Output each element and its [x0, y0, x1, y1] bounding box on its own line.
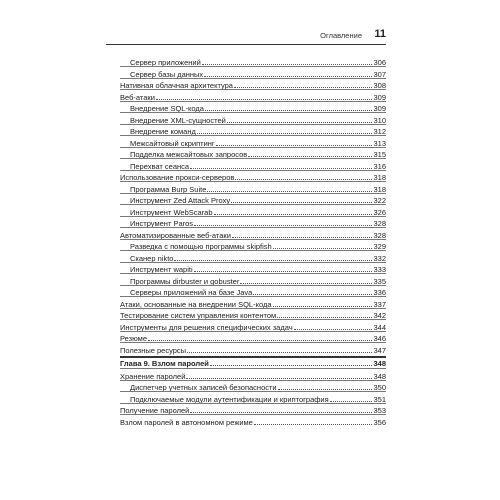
toc-dot-leader	[227, 115, 373, 123]
toc-entry-title: Перехват сеанса	[130, 161, 190, 171]
toc-entry-title: Подключаемые модули аутентификации и криптография	[130, 394, 329, 404]
toc-entry-title: Хранение паролей	[120, 371, 186, 381]
toc-entry-title: Получение паролей	[120, 406, 190, 415]
toc-dot-leader	[204, 69, 372, 77]
toc-entry-page: 353	[373, 406, 386, 415]
toc-dot-leader	[253, 287, 372, 295]
toc-dot-leader	[330, 394, 373, 402]
toc-entry-title: Глава 9. Взлом паролей	[120, 359, 209, 368]
toc-entry-title: Инструмент wapiti	[130, 265, 193, 274]
toc-entry-page: 348	[373, 359, 386, 368]
page-header	[106, 30, 386, 45]
toc-entry-page: 309	[373, 104, 386, 113]
toc-dot-leader	[248, 149, 372, 157]
toc-entry-page: 316	[373, 161, 386, 171]
toc-entry-page: 318	[373, 184, 386, 194]
toc-entry-page: 337	[373, 299, 386, 309]
toc-entry-title: Программа Burp Suite	[130, 184, 207, 194]
toc-entry-page: 333	[373, 265, 386, 274]
toc-dot-leader	[240, 276, 372, 284]
toc-dot-leader	[232, 230, 373, 238]
toc-entry-page: 335	[373, 276, 386, 286]
toc-dot-leader	[205, 103, 373, 111]
toc-entry-page: 328	[373, 219, 386, 228]
toc-entry-page: 351	[373, 394, 386, 404]
toc-dot-leader	[235, 172, 372, 180]
toc-entry-title: Тестирование систем управления контентом	[120, 311, 277, 320]
toc-dot-leader	[148, 333, 372, 341]
toc-entry-page: 306	[373, 58, 386, 67]
toc-entry-title: Автоматизированные веб-атаки	[120, 230, 231, 240]
toc-entry-title: Внедрение SQL-кода	[130, 104, 204, 113]
toc-dot-leader	[216, 138, 373, 146]
toc-entry-page: 312	[373, 127, 386, 136]
toc-entry-page: 307	[373, 69, 386, 79]
toc-entry-title: Инструмент WebScarab	[130, 207, 213, 217]
toc-entry-title: Подделка межсайтовых запросов	[130, 150, 248, 159]
toc-dot-leader	[207, 184, 372, 192]
toc-entry-title: Внедрение команд	[130, 127, 196, 136]
toc-dot-leader	[210, 358, 373, 366]
toc-dot-leader	[277, 310, 372, 318]
toc-entry[interactable]	[120, 343, 386, 355]
running-head-title: Оглавление	[320, 31, 362, 40]
toc-entry-page: 336	[373, 288, 386, 297]
toc-dot-leader	[174, 253, 372, 261]
toc-entry-title: Сервер приложений	[130, 58, 201, 67]
toc-dot-leader	[156, 92, 373, 100]
toc-entry-title: Веб-атаки	[120, 92, 155, 102]
toc-dot-leader	[278, 382, 373, 390]
toc-entry[interactable]	[120, 415, 386, 427]
toc-dot-leader	[202, 57, 373, 65]
toc-entry-page: 342	[373, 311, 386, 320]
toc-entry-page: 348	[373, 371, 386, 381]
toc-dot-leader	[273, 299, 373, 307]
toc-entry-page: 315	[373, 150, 386, 159]
toc-entry-page: 326	[373, 207, 386, 217]
toc-entry-page: 308	[373, 81, 386, 90]
toc-dot-leader	[190, 161, 372, 169]
toc-entry-page: 332	[373, 253, 386, 263]
toc-dot-leader	[194, 218, 372, 226]
toc-dot-leader	[197, 126, 373, 134]
toc-dot-leader	[187, 345, 372, 353]
toc-chapter-entry[interactable]	[120, 356, 386, 368]
toc-entry-title: Диспетчер учетных записей безопасности	[130, 383, 277, 392]
toc-entry-title: Полезные ресурсы	[120, 345, 187, 355]
toc-entry-title: Взлом паролей в автономном режиме	[120, 417, 253, 427]
toc-entry-page: 322	[373, 196, 386, 205]
toc-dot-leader	[194, 264, 373, 272]
toc-entry-page: 344	[373, 322, 386, 332]
toc-entry-title: Сканер nikto	[130, 253, 174, 263]
toc-dot-leader	[234, 80, 373, 88]
toc-entry-title: Программы dirbuster и gobuster	[130, 276, 240, 286]
toc-entry-title: Разведка с помощью программы skipfish	[130, 242, 272, 251]
toc-entry-page: 309	[373, 92, 386, 102]
page-number: 11	[374, 28, 386, 40]
toc-dot-leader	[214, 207, 373, 215]
toc-entry-page: 310	[373, 115, 386, 125]
toc-entry-page: 347	[373, 345, 386, 355]
toc-entry-title: Инструмент Zed Attack Proxy	[130, 196, 231, 205]
toc-entry-title: Атаки, основанные на внедрении SQL-кода	[120, 299, 272, 309]
toc-entry-title: Нативная облачная архитектура	[120, 81, 233, 90]
toc-dot-leader	[273, 241, 373, 249]
toc-dot-leader	[254, 417, 373, 425]
toc-entry-page: 318	[373, 173, 386, 182]
toc-entry-page: 346	[373, 334, 386, 343]
toc-entry-title: Инструменты для решения специфических задач	[120, 322, 293, 332]
toc-entry-title: Использование прокси-серверов	[120, 173, 235, 182]
toc-dot-leader	[190, 405, 372, 413]
toc-entry-title: Инструмент Paros	[130, 219, 194, 228]
toc-entry-title: Серверы приложений на базе Java	[130, 288, 253, 297]
toc-entry-title: Сервер базы данных	[130, 69, 204, 79]
toc-entry-page: 328	[373, 230, 386, 240]
toc-entry-page: 356	[373, 417, 386, 427]
toc-entry-title: Межсайтовый скриптинг	[130, 138, 215, 148]
toc-entry-page: 313	[373, 138, 386, 148]
toc-entry-title: Внедрение XML-сущностей	[130, 115, 226, 125]
toc-dot-leader	[186, 371, 372, 379]
toc-entry-page: 350	[373, 383, 386, 392]
toc-entry-title: Резюме	[120, 334, 147, 343]
toc-dot-leader	[231, 195, 372, 203]
toc-entry-page: 329	[373, 242, 386, 251]
toc-dot-leader	[294, 322, 373, 330]
